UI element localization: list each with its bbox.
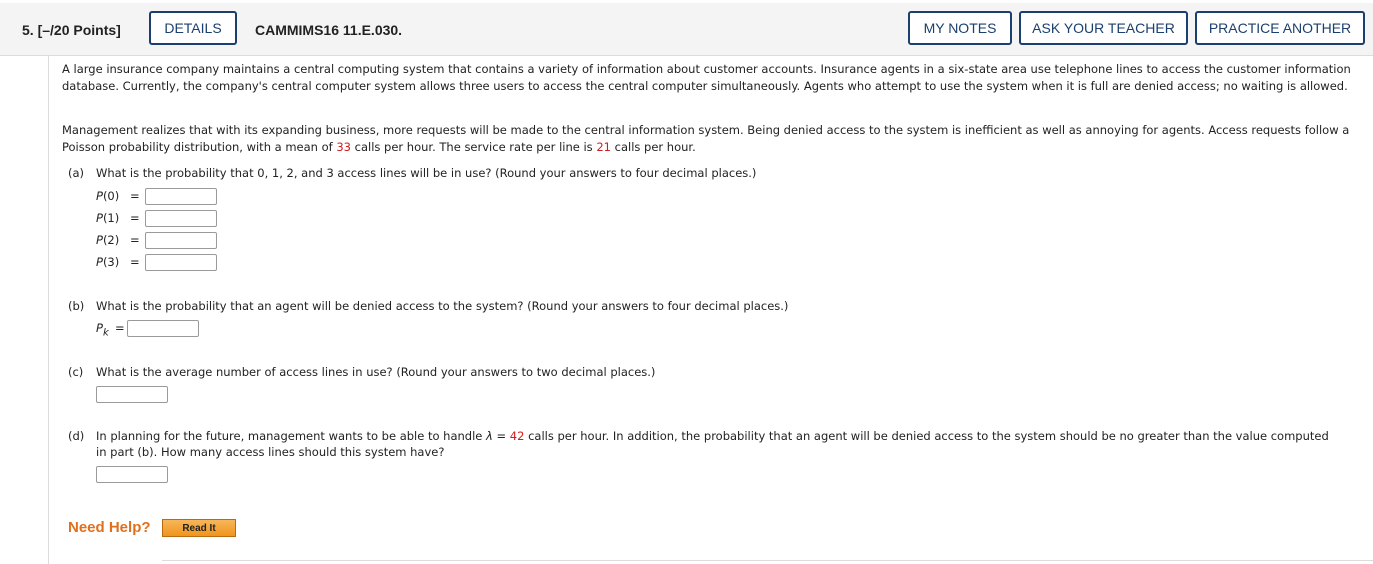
p3-label xyxy=(96,255,119,269)
future-rate-value: 42 xyxy=(509,429,525,443)
p1-equals: = xyxy=(130,211,140,225)
p0-equals: = xyxy=(130,189,140,203)
service-rate-value: 21 xyxy=(596,139,611,154)
para2-text-a: Management realizes that with its expanding business, more requests will be made to the central information system. Being denied access to the system is inefficient as well as annoying for agents. Access requests follow a Poisson probability distribution, with a mean of xyxy=(62,123,1350,154)
p0-arg: (0) xyxy=(102,189,120,203)
lambda-symbol: λ xyxy=(486,429,493,443)
p1-arg: (1) xyxy=(102,211,120,225)
p1-label xyxy=(96,211,119,225)
part-d-line2: in part (b). How many access lines should this system have? xyxy=(96,445,445,459)
part-b-question: What is the probability that an agent will be denied access to the system? (Round your answers to four decimal places.) xyxy=(96,299,789,313)
intro-paragraph: A large insurance company maintains a central computing system that contains a variety of information about customer accounts. Insurance agents in a six-state area use telephone lines to access the customer information database. Currently, the company's central computer system allows three users to access the central computer simultaneously. Agents who attempt to use the system when it is full are denied access; no waiting is allowed. xyxy=(62,62,1351,93)
left-divider xyxy=(48,56,49,564)
para2-text-b: calls per hour. The service rate per line is xyxy=(350,139,597,154)
p2-arg: (2) xyxy=(102,233,120,247)
pk-input[interactable] xyxy=(127,320,199,337)
part-d-line1 xyxy=(96,429,1329,443)
average-lines-input[interactable] xyxy=(96,386,168,403)
p3-input[interactable] xyxy=(145,254,217,271)
part-a-question: What is the probability that 0, 1, 2, and 3 access lines will be in use? (Round your answers to four decimal places.) xyxy=(96,166,757,180)
p3-var: P xyxy=(96,255,103,269)
pk-label xyxy=(96,321,109,338)
pk-subscript: k xyxy=(102,327,109,339)
question-number-points xyxy=(22,22,121,38)
part-c-label: (c) xyxy=(68,365,84,379)
read-it-button[interactable]: Read It xyxy=(162,519,236,537)
part-d-text-b: calls per hour. In addition, the probability that an agent will be denied access to the system should be no greater than the value computed xyxy=(524,429,1329,443)
question-number: 5. xyxy=(22,22,34,38)
p3-arg: (3) xyxy=(102,255,120,269)
points: [–/20 Points] xyxy=(37,22,121,38)
ask-teacher-button[interactable]: ASK YOUR TEACHER xyxy=(1019,11,1188,45)
para2-text-c: calls per hour. xyxy=(610,139,696,154)
p0-var: P xyxy=(96,189,103,203)
p0-input[interactable] xyxy=(145,188,217,205)
p2-equals: = xyxy=(130,233,140,247)
p3-equals: = xyxy=(130,255,140,269)
problem-code: CAMMIMS16 11.E.030. xyxy=(255,22,403,38)
part-c-question: What is the average number of access lines in use? (Round your answers to two decimal places.) xyxy=(96,365,656,379)
p2-var: P xyxy=(96,233,103,247)
mean-value: 33 xyxy=(336,139,351,154)
p1-input[interactable] xyxy=(145,210,217,227)
p2-label xyxy=(96,233,119,247)
question-header xyxy=(0,3,1373,56)
p1-var: P xyxy=(96,211,103,225)
my-notes-button[interactable]: MY NOTES xyxy=(908,11,1012,45)
need-help-label: Need Help? xyxy=(68,519,151,536)
part-d-equals: = xyxy=(492,429,510,443)
practice-another-button[interactable]: PRACTICE ANOTHER xyxy=(1195,11,1365,45)
part-a-label: (a) xyxy=(68,166,85,180)
pk-equals: = xyxy=(115,321,125,335)
access-lines-input[interactable] xyxy=(96,466,168,483)
details-button[interactable]: DETAILS xyxy=(149,11,237,45)
pk-var: P xyxy=(96,321,103,335)
part-d-label: (d) xyxy=(68,429,85,443)
part-b-label: (b) xyxy=(68,299,85,313)
p2-input[interactable] xyxy=(145,232,217,249)
part-d-text-a: In planning for the future, management wants to be able to handle xyxy=(96,429,487,443)
management-paragraph xyxy=(62,122,1352,155)
p0-label xyxy=(96,189,119,203)
bottom-divider xyxy=(162,560,1373,561)
